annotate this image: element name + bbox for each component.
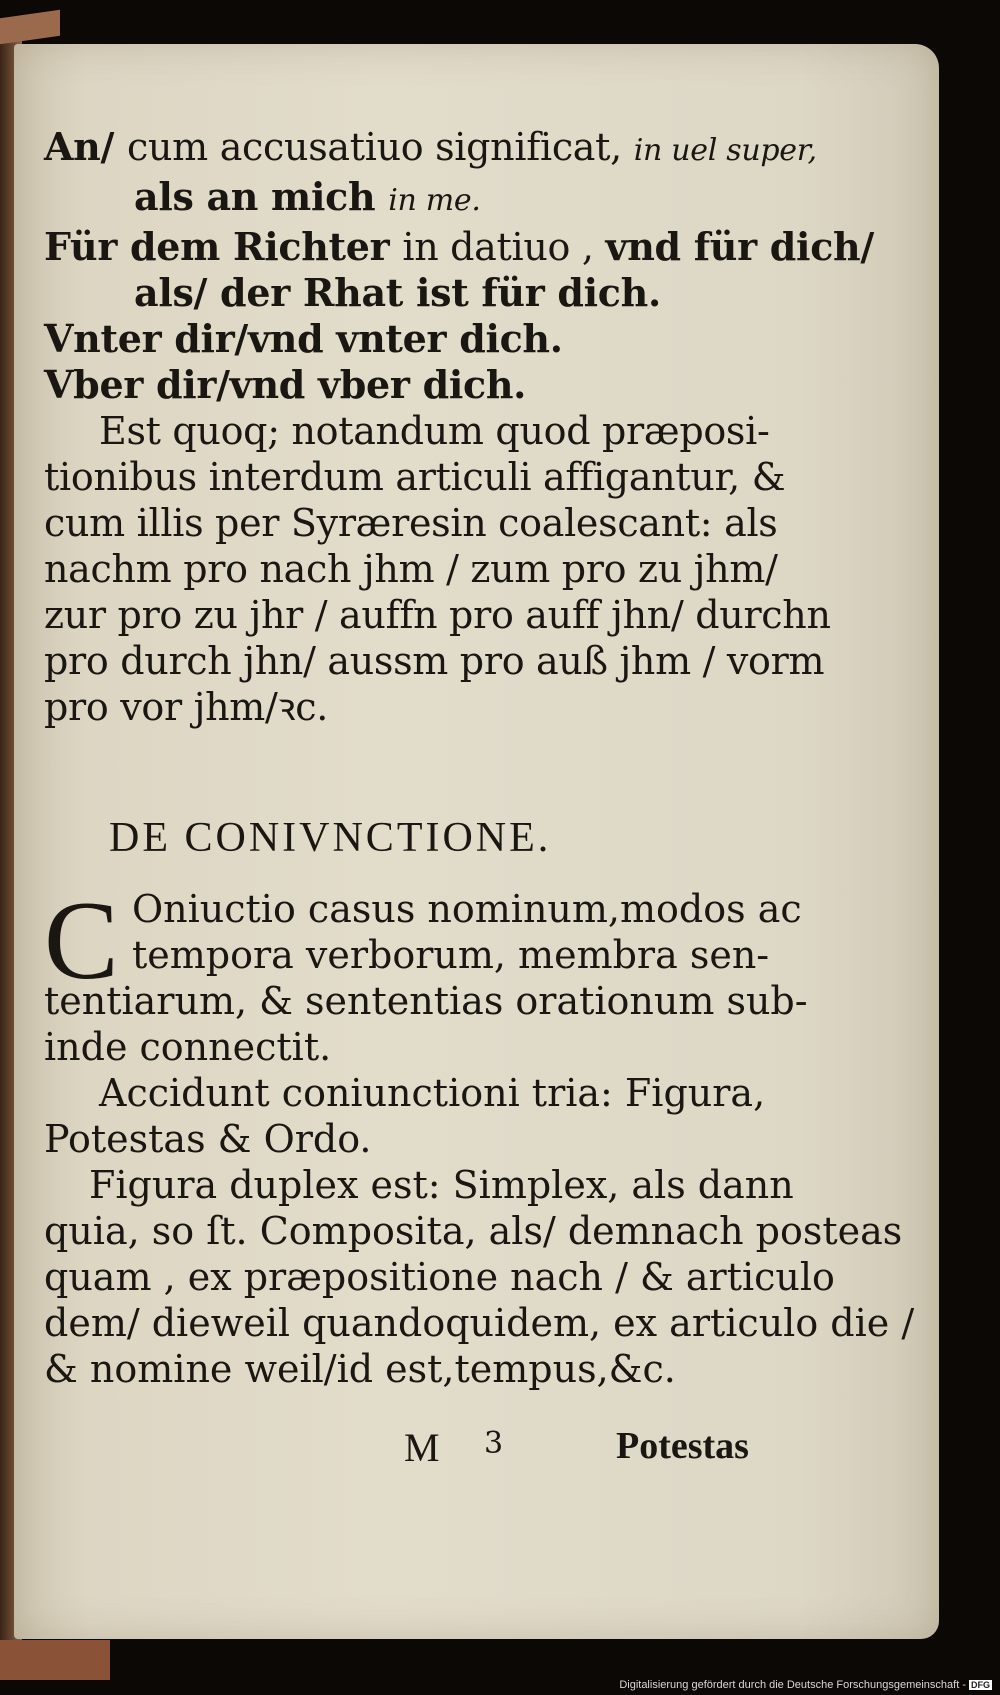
text-line: Vber dir/vnd vber dich. xyxy=(44,362,527,407)
paragraph-line: Est quoq; notandum quod præposi- xyxy=(99,409,770,453)
text-line: Vnter dir/vnd vnter dich. xyxy=(44,316,563,361)
ribbon-bottom xyxy=(0,1640,110,1680)
ribbon-top xyxy=(0,10,60,44)
paragraph-line: cum illis per Syræresin coalescant: als xyxy=(44,501,778,545)
book-page xyxy=(14,44,939,1639)
paragraph-line: nachm pro nach jhm / zum pro zu jhm/ xyxy=(44,547,778,591)
drop-capital: C xyxy=(44,879,119,1003)
paragraph-line: inde connectit. xyxy=(44,1025,332,1069)
digitization-credit: Digitalisierung gefördert durch die Deutsche Forschungsgemeinschaft - DFG xyxy=(619,1679,990,1691)
paragraph-line: pro durch jhn/ aussm pro auß jhm / vorm xyxy=(44,639,825,683)
paragraph-line: quia, so ſt. Composita, als/ demnach posteas xyxy=(44,1209,903,1253)
text-line: An/ cum accusatiuo significat, in uel super, xyxy=(44,124,817,169)
prepositions-block xyxy=(44,124,874,730)
paragraph-line: dem/ dieweil quandoquidem, ex articulo die / xyxy=(44,1301,915,1345)
signature-mark: M xyxy=(404,1425,440,1470)
paragraph-line: zur pro zu jhr / auffn pro auff jhn/ durchn xyxy=(44,593,831,637)
text-line: als/ der Rhat ist für dich. xyxy=(134,270,661,315)
text-line: als an mich in me. xyxy=(134,174,481,219)
paragraph-line: Accidunt coniunctioni tria: Figura, xyxy=(99,1071,766,1115)
conjunction-paragraph xyxy=(44,879,915,1392)
paragraph-line: tionibus interdum articuli affigantur, & xyxy=(44,455,786,499)
paragraph-line: Oniuctio casus nominum,modos ac xyxy=(132,887,802,931)
paragraph-line: pro vor jhm/ꝛc. xyxy=(44,685,329,729)
catchword: Potestas xyxy=(616,1425,749,1467)
paragraph-line: Potestas & Ordo. xyxy=(44,1117,372,1161)
signature-number: 3 xyxy=(484,1426,504,1461)
paragraph-line: Figura duplex est: Simplex, als dann xyxy=(89,1163,794,1207)
paragraph-line: tentiarum, & sententias orationum sub- xyxy=(44,979,808,1023)
paragraph-line: tempora verborum, membra sen- xyxy=(132,933,770,977)
paragraph-line: quam , ex præpositione nach / & articulo xyxy=(44,1255,835,1299)
text-line: Für dem Richter in datiuo , vnd für dich/ xyxy=(44,224,874,269)
paragraph-line: & nomine weil/id est,tempus,&c. xyxy=(44,1347,676,1391)
section-heading: DE CONIVNCTIONE. xyxy=(109,815,552,861)
dfg-logo: DFG xyxy=(971,1680,990,1690)
